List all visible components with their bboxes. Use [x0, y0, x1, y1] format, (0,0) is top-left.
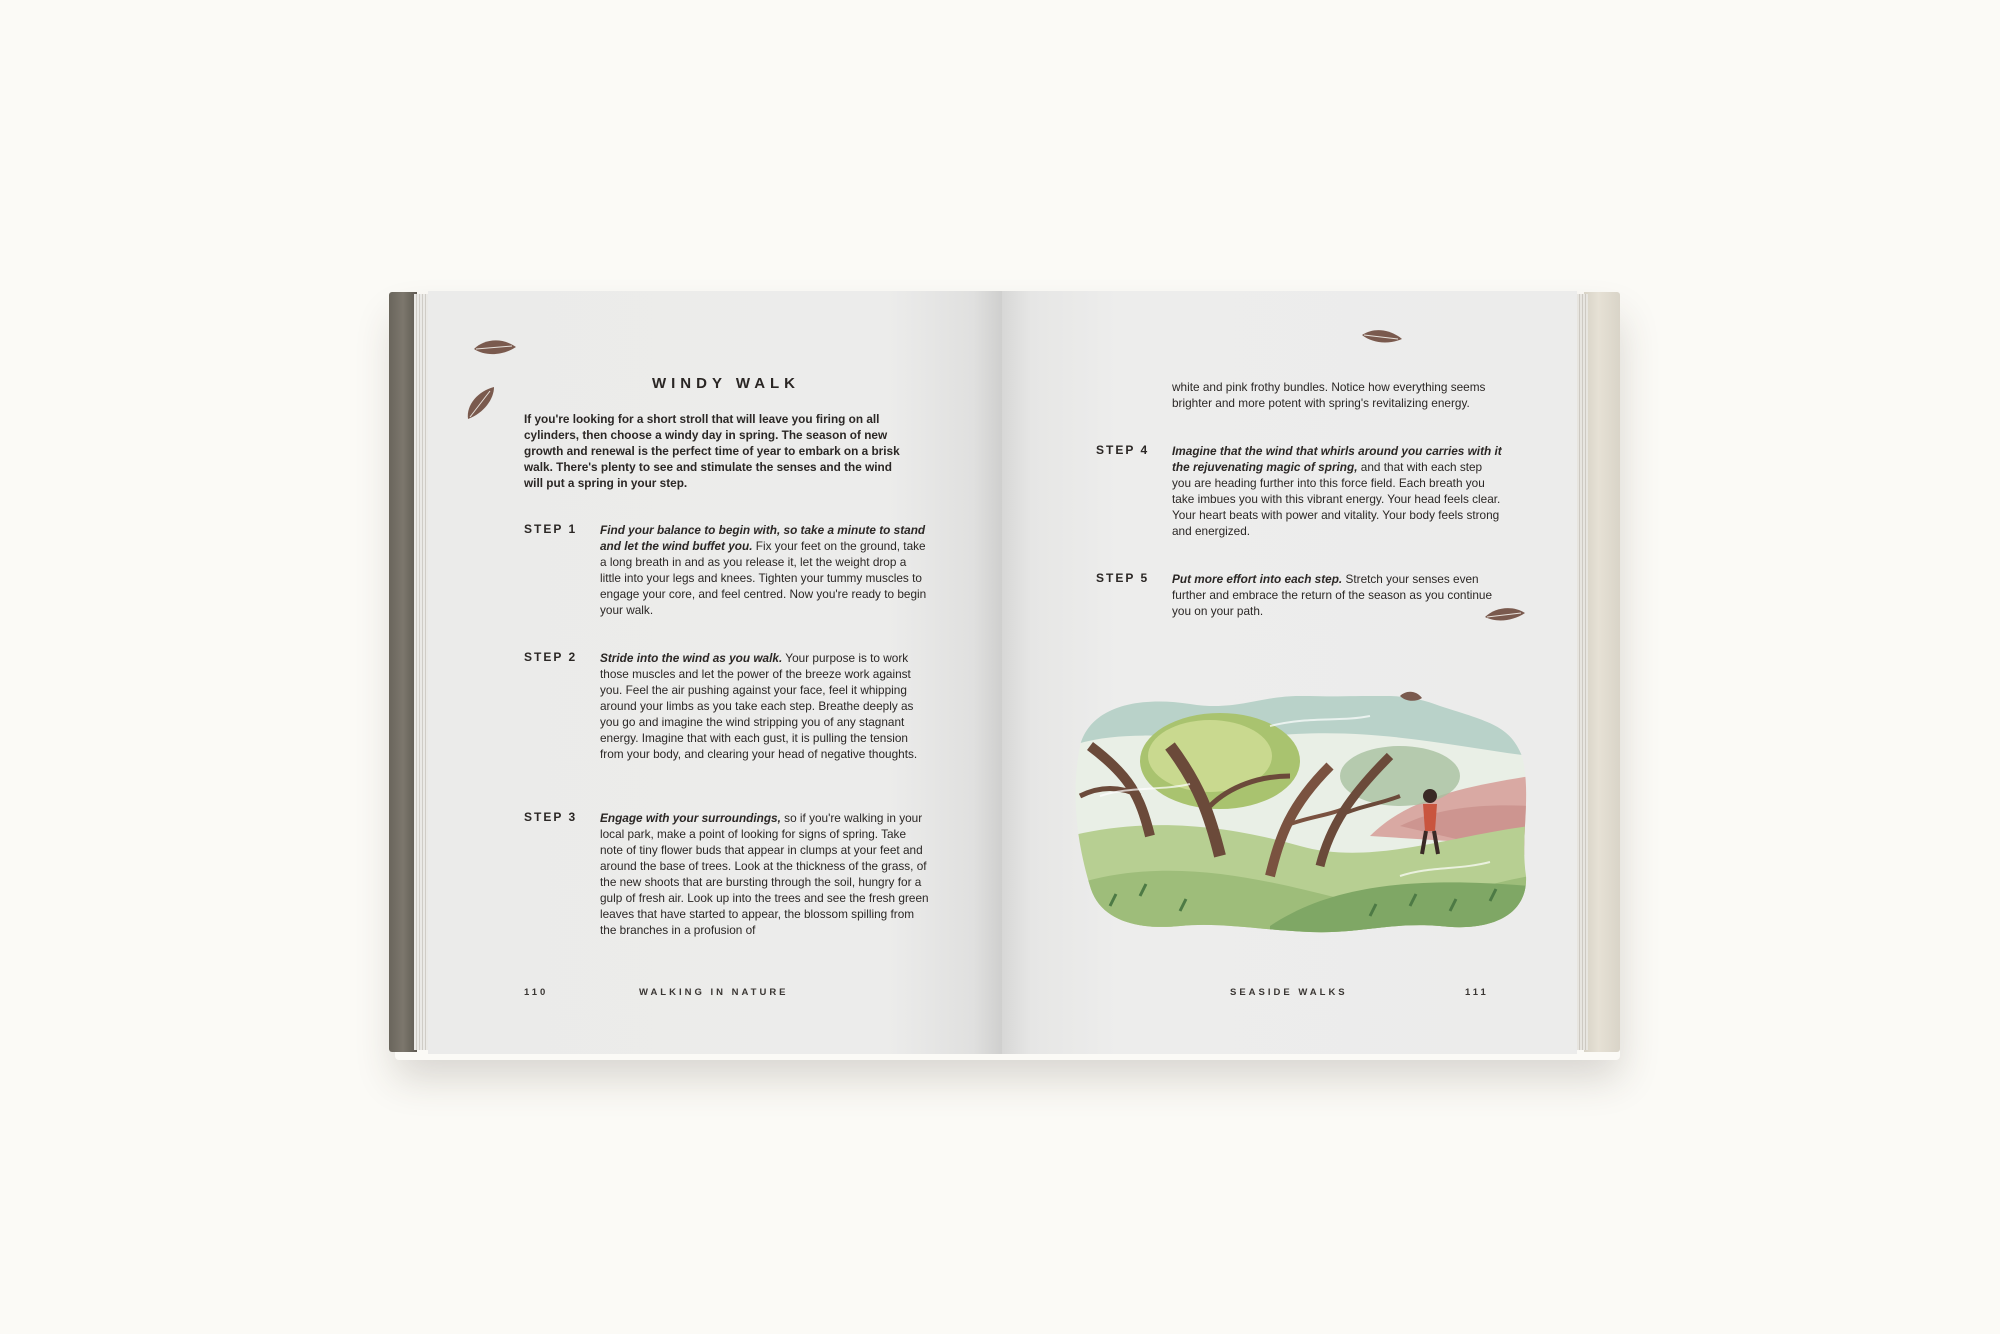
book-cover-right — [1584, 292, 1620, 1052]
running-head: SEASIDE WALKS — [1230, 987, 1348, 998]
windy-landscape-illustration — [1070, 686, 1530, 936]
step-label: STEP 4 — [1096, 443, 1150, 457]
page-number: 111 — [1465, 987, 1489, 998]
step-label: STEP 3 — [524, 810, 578, 824]
intro-paragraph: If you're looking for a short stroll that will leave you firing on all cylinders, then choose a windy day in spring. The season of new growth and renewal is the perfect time of year to embark on a brisk walk. There's plenty to see and stimulate the senses and the wind will put a spring in your step. — [524, 412, 900, 490]
continued-paragraph: white and pink frothy bundles. Notice how everything seems brighter and more potent with spring's revitalizing energy. — [1172, 380, 1486, 410]
step-text: Imagine that the wind that whirls around you carries with it the rejuvenating magic of spring, and that with each step you are heading further into this force field. Each breath you take imbues you with this vibrant energy. Your head feels clear. Your heart beats with power and vitality. Your body feels strong and energized. — [1172, 444, 1502, 538]
falling-leaf-icon — [472, 335, 518, 361]
left-page — [428, 291, 1002, 1054]
step-label: STEP 2 — [524, 650, 578, 664]
step-text: Find your balance to begin with, so take a minute to stand and let the wind buffet you. Fix your feet on the ground, take a long breath in and as you release it, let the weight drop a little into your legs and knees. Tighten your tummy muscles to engage your core, and feel centred. Now you're ready to begin your walk. — [600, 523, 927, 617]
step-text: Engage with your surroundings, so if you're walking in your local park, make a point of looking for signs of spring. Take note of tiny flower buds that appear in clumps at your feet and around the base of trees. Look at the thickness of the grass, of the new shoots that are bursting through the soil, hungry for a gulp of fresh air. Look up into the trees and see the fresh green leaves that have started to appear, the blossom spilling from the branches in a profusion of — [600, 811, 929, 937]
page-title: WINDY WALK — [651, 375, 801, 392]
running-head: WALKING IN NATURE — [639, 987, 789, 998]
falling-leaf-icon — [1360, 325, 1404, 349]
right-page — [1002, 291, 1577, 1054]
step-text: Stride into the wind as you walk. Your purpose is to work those muscles and let the power of the breeze work against you. Feel the air pushing against your face, feel it whipping around your limbs as you take each step. Breathe deeply as you go and imagine the wind stripping you of any stagnant energy. Imagine that with each gust, it is pulling the tension from your body, and clearing your head of negative thoughts. — [600, 651, 918, 761]
page-number: 110 — [524, 987, 549, 998]
book-cover-left — [389, 292, 417, 1052]
step-text: Put more effort into each step. Stretch your senses even further and embrace the return of the season as you continue you on your path. — [1172, 572, 1493, 618]
step-label: STEP 5 — [1096, 571, 1150, 585]
step-label: STEP 1 — [524, 522, 578, 536]
